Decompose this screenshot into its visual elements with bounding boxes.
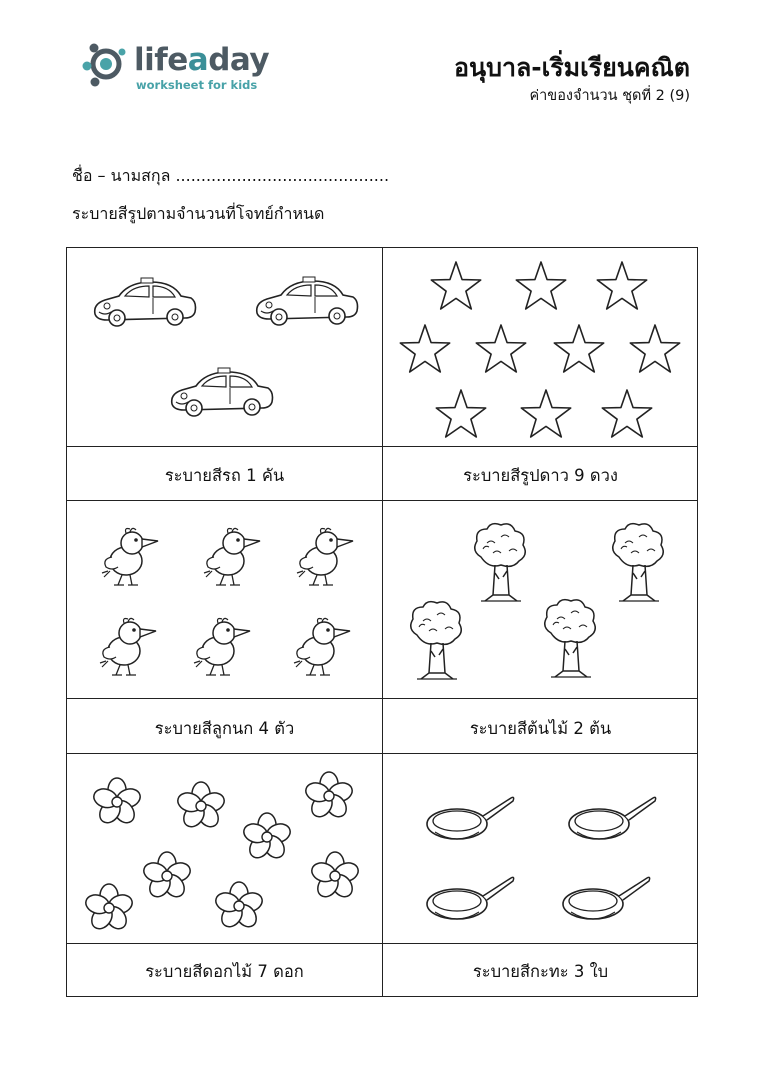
cell-pans xyxy=(383,754,698,943)
brand-name: lifeaday xyxy=(134,42,270,78)
birds-picture xyxy=(67,501,382,698)
pans-picture xyxy=(383,754,698,943)
brand-logo xyxy=(82,38,282,98)
logo-molecule-icon xyxy=(82,40,130,88)
page-title: อนุบาล-เริ่มเรียนคณิต xyxy=(453,53,690,82)
brand-tagline: worksheet for kids xyxy=(136,78,258,92)
cell-label-flowers: ระบายสีดอกไม้ 7 ดอก xyxy=(145,962,304,981)
page-subtitle: ค่าของจำนวน ชุดที่ 2 (9) xyxy=(529,88,690,104)
cell-label-stars: ระบายสีรูปดาว 9 ดวง xyxy=(463,466,618,485)
cell-birds xyxy=(67,501,382,698)
flowers-picture xyxy=(67,754,382,943)
cars-picture xyxy=(67,248,382,446)
trees-picture xyxy=(383,501,698,698)
cell-stars xyxy=(383,248,698,446)
instruction-text: ระบายสีรูปตามจำนวนที่โจทย์กำหนด xyxy=(72,204,325,223)
cell-label-birds: ระบายสีลูกนก 4 ตัว xyxy=(154,719,295,738)
worksheet-grid xyxy=(66,247,698,997)
cell-flowers xyxy=(67,754,382,943)
cell-cars xyxy=(67,248,382,446)
cell-label-pans: ระบายสีกะทะ 3 ใบ xyxy=(472,962,609,981)
cell-trees xyxy=(383,501,698,698)
stars-picture xyxy=(383,248,698,446)
name-field[interactable]: ชื่อ – นามสกุล .......................................... xyxy=(72,166,390,185)
cell-label-trees: ระบายสีต้นไม้ 2 ต้น xyxy=(469,719,612,738)
cell-label-cars: ระบายสีรถ 1 คัน xyxy=(164,466,285,485)
